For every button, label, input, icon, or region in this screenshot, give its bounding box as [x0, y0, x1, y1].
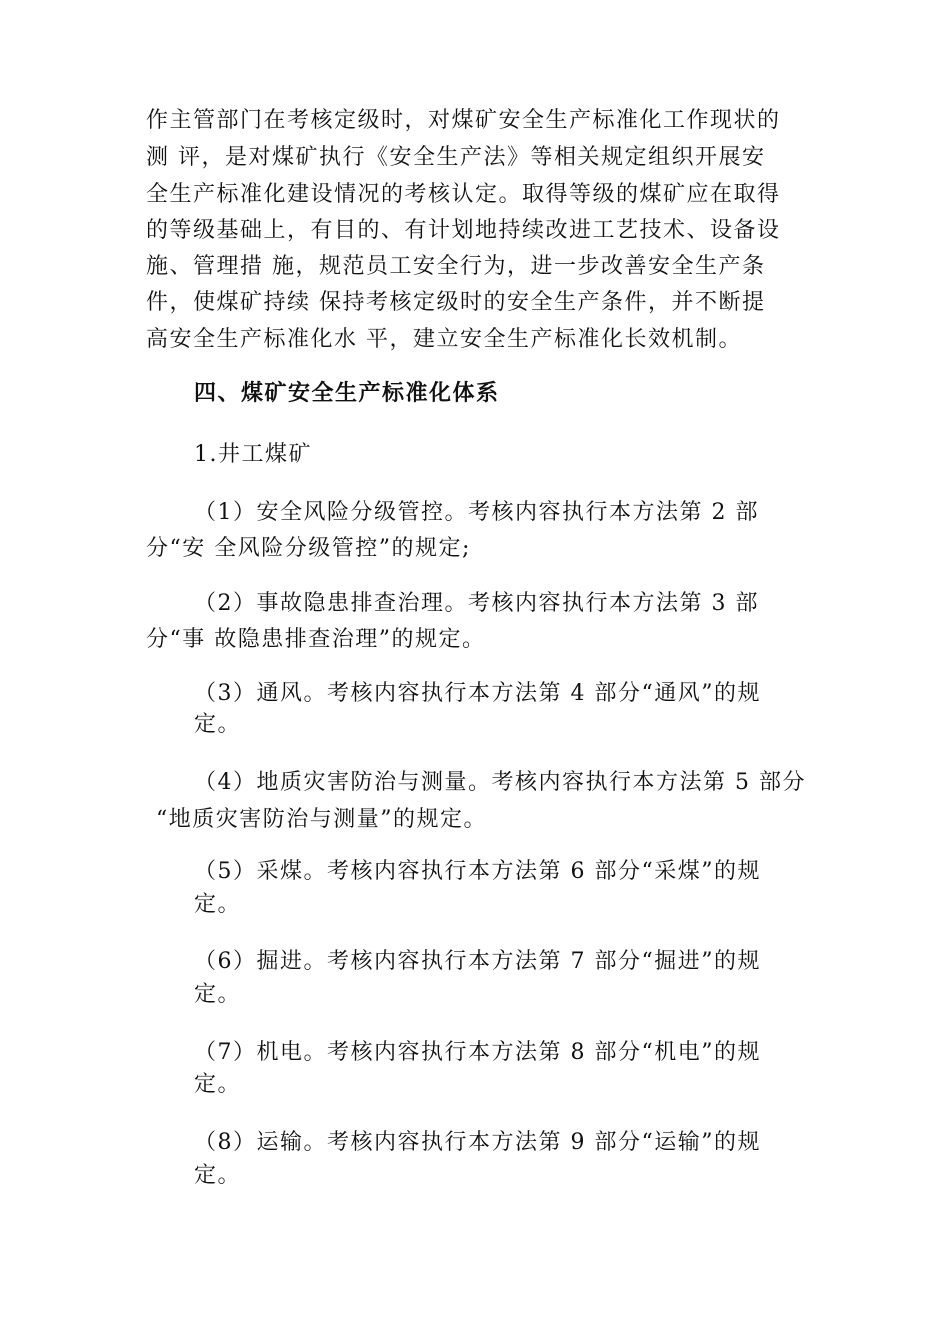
intro-line: 测 评，是对煤矿执行《安全生产法》等相关规定组织开展安 — [146, 145, 766, 170]
intro-line: 高安全生产标准化水 平，建立安全生产标准化长效机制。 — [146, 327, 742, 352]
item-text-line: 定。 — [194, 1072, 242, 1097]
intro-line: 件，使煤矿持续 保持考核定级时的安全生产条件，并不断提 — [146, 290, 766, 315]
item-text-line: （6）掘进。考核内容执行本方法第 7 部分“掘进”的规 — [194, 949, 761, 974]
intro-line: 的等级基础上，有目的、有计划地持续改进工艺技术、设备设 — [146, 218, 781, 243]
item-text-line: （8）运输。考核内容执行本方法第 9 部分“运输”的规 — [194, 1130, 761, 1155]
item-text-line: 分“安 全风险分级管控”的规定; — [146, 536, 471, 561]
item-text-line: “地质灾害防治与测量”的规定。 — [156, 807, 487, 832]
item-text-line: 定。 — [194, 1163, 242, 1188]
intro-line: 施、管理措 施，规范员工安全行为，进一步改善安全生产条 — [146, 254, 766, 279]
item-text-line: （5）采煤。考核内容执行本方法第 6 部分“采煤”的规 — [194, 859, 761, 884]
intro-line: 作主管部门在考核定级时，对煤矿安全生产标准化工作现状的 — [146, 108, 781, 133]
item-text-line: （4）地质灾害防治与测量。考核内容执行本方法第 5 部分 — [194, 770, 806, 795]
item-text-line: （1）安全风险分级管控。考核内容执行本方法第 2 部 — [194, 500, 759, 525]
section-heading: 四、煤矿安全生产标准化体系 — [194, 381, 500, 406]
item-text-line: 分“事 故隐患排查治理”的规定。 — [146, 627, 486, 652]
intro-line: 全生产标准化建设情况的考核认定。取得等级的煤矿应在取得 — [146, 182, 781, 207]
item-text-line: （2）事故隐患排查治理。考核内容执行本方法第 3 部 — [194, 591, 759, 616]
item-text-line: 定。 — [194, 892, 242, 917]
section-subheading: 1.井工煤矿 — [194, 442, 312, 467]
item-text-line: 定。 — [194, 982, 242, 1007]
item-text-line: （3）通风。考核内容执行本方法第 4 部分“通风”的规 — [194, 681, 761, 706]
item-text-line: 定。 — [194, 712, 242, 737]
item-text-line: （7）机电。考核内容执行本方法第 8 部分“机电”的规 — [194, 1040, 761, 1065]
